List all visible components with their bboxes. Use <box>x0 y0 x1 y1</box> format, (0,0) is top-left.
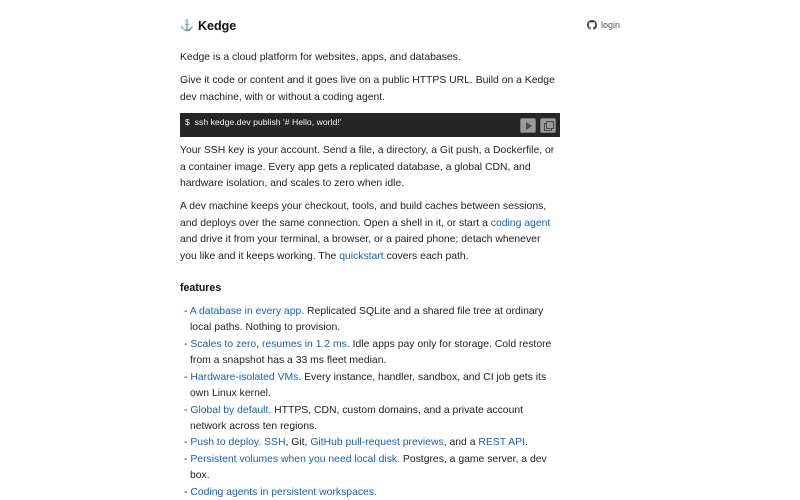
feature-item: - A database in every app. Replicated SQLite and a shared file tree at ordinary local paths. Nothing to provision. <box>184 306 544 334</box>
feature-item: - Persistent volumes when you need local disk. Postgres, a game server, a dev box. <box>184 453 547 482</box>
quickstart-link[interactable]: quickstart <box>339 250 384 262</box>
features-heading: features <box>180 282 222 295</box>
feature-link-scales-to-zero[interactable]: Scales to zero <box>190 338 257 350</box>
copy-icon <box>544 121 553 130</box>
feature-link-ssh[interactable]: SSH <box>264 437 286 449</box>
feature-link-github-previews[interactable]: GitHub pull-request previews <box>310 437 444 449</box>
feature-link-coding-agents[interactable]: Coding agents in persistent workspaces. <box>190 486 377 498</box>
feature-link-resumes[interactable]: resumes in 1.2 ms. <box>261 338 350 350</box>
intro-paragraph-1: Kedge is a cloud platform for websites, apps, and databases. <box>180 52 461 63</box>
code-command[interactable]: $ ssh kedge.dev publish '# Hello, world!' <box>185 117 342 128</box>
brand[interactable] <box>180 19 236 33</box>
feature-link-rest-api[interactable]: REST API <box>478 437 525 449</box>
login-label[interactable]: login <box>600 20 620 30</box>
feature-item: - Global by default. HTTPS, CDN, custom domains, and a private account network across ten regions. <box>184 404 524 432</box>
dev-machine-paragraph: A dev machine keeps your checkout, tools, and build caches between sessions, and deploys over the same connection. Open a shell in it, or start a coding agent and drive it from your terminal, a browser, or a paired phone; detach whenever you like and it keeps working. The quickstart covers each path. <box>180 201 551 262</box>
intro-paragraph-2: Give it code or content and it goes live on a public HTTPS URL. Build on a Kedge dev machine, with or without a coding agent. <box>180 75 555 103</box>
copy-button[interactable] <box>540 118 556 133</box>
header <box>180 19 620 35</box>
feature-link-volumes[interactable]: Persistent volumes when you need local disk. <box>190 453 401 465</box>
feature-link-vms[interactable]: Hardware-isolated VMs. <box>190 371 302 383</box>
feature-link-database[interactable]: A database in every app. <box>189 306 305 318</box>
feature-item: - Coding agents in persistent workspaces. <box>184 486 377 498</box>
run-button[interactable] <box>520 118 536 133</box>
feature-item: - Push to deploy. SSH, Git, GitHub pull-request previews, and a REST API. <box>184 437 528 449</box>
github-icon <box>587 20 597 30</box>
feature-item: - Hardware-isolated VMs. Every instance, handler, sandbox, and CI job gets its own Linux kernel. <box>184 371 547 400</box>
account-paragraph: Your SSH key is your account. Send a file, a directory, a Git push, a Dockerfile, or a container image. Every app gets a replicated database, a global CDN, and hardware isolation, and scales to zero when idle. <box>180 145 555 190</box>
coding-agent-link[interactable]: coding agent <box>490 217 551 229</box>
play-icon <box>526 122 532 130</box>
main-content <box>180 50 560 500</box>
feature-link-push-to-deploy[interactable]: Push to deploy. <box>190 437 262 449</box>
feature-item: - Scales to zero, resumes in 1.2 ms. Idle apps pay only for storage. Cold restore from a snapshot has a 33 ms fleet median. <box>184 338 552 367</box>
brand-name[interactable]: Kedge <box>198 19 237 33</box>
code-block <box>180 113 560 137</box>
features-list <box>180 304 560 500</box>
anchor-icon: ⚓ <box>180 20 194 32</box>
login-link[interactable] <box>587 20 620 30</box>
feature-link-global[interactable]: Global by default. <box>190 404 272 416</box>
